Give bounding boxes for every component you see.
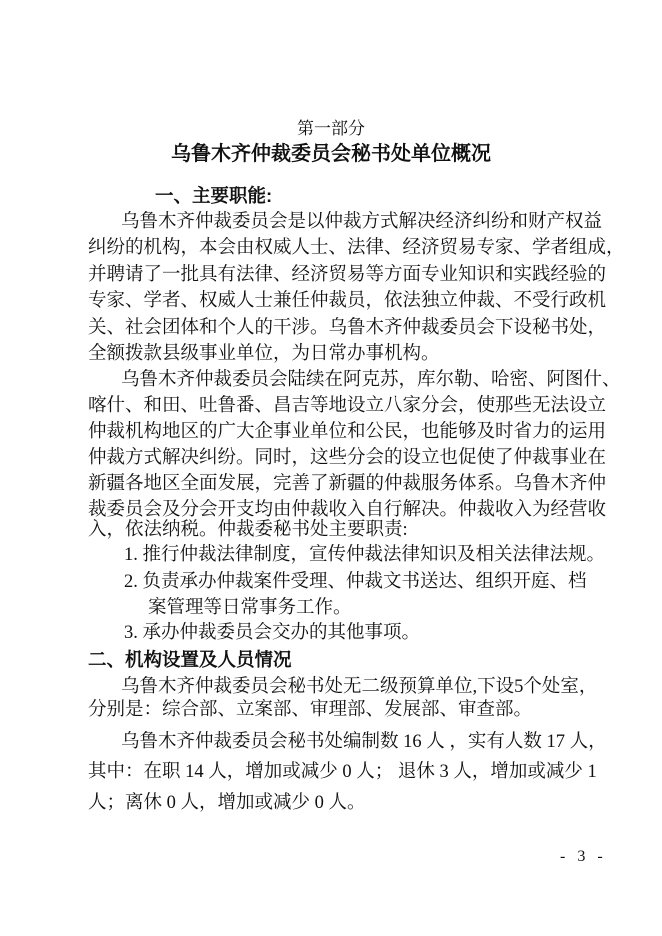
text-line: 全额拨款县级事业单位，为日常办事机构。 <box>88 344 440 364</box>
text-line: 新疆各地区全面发展，完善了新疆的仲裁服务体系。乌鲁木齐仲 <box>88 474 607 494</box>
page-number: - 3 - <box>560 848 607 865</box>
list-item: 1. 推行仲裁法律制度，宣传仲裁法律知识及相关法律法规。 <box>124 545 606 565</box>
part-label: 第一部分 <box>297 119 365 138</box>
list-item-continued: 案管理等日常事务工作。 <box>148 598 352 618</box>
text-line: 纠纷的机构，本会由权威人士、法律、经济贸易专家、学者组成， <box>88 238 625 258</box>
text-line: 关、社会团体和个人的干涉。乌鲁木齐仲裁委员会下设秘书处， <box>88 318 607 338</box>
text-line: 仲裁机构地区的广大企事业单位和公民，也能够及时省力的运用 <box>88 422 607 442</box>
text-line: 乌鲁木齐仲裁委员会秘书处无二级预算单位,下设5个处室， <box>121 677 598 697</box>
text-line: 其中：在职 14 人，增加或减少 0 人； 退休 3 人，增加或减少 1 <box>88 762 597 782</box>
text-line: 并聘请了一批具有法律、经济贸易等方面专业知识和实践经验的 <box>88 265 607 285</box>
section1-heading: 一、主要职能: <box>155 185 273 206</box>
text-line: 乌鲁木齐仲裁委员会是以仲裁方式解决经济纠纷和财产权益 <box>121 212 603 232</box>
text-line: 乌鲁木齐仲裁委员会陆续在阿克苏，库尔勒、哈密、阿图什、 <box>121 370 621 390</box>
text-line: 入，依法纳税。仲裁委秘书处主要职责: <box>88 520 408 540</box>
text-line: 分别是：综合部、立案部、审理部、发展部、审查部。 <box>88 700 533 720</box>
list-item: 3. 承办仲裁委员会交办的其他事项。 <box>124 623 421 643</box>
list-item: 2. 负责承办仲裁案件受理、仲裁文书送达、组织开庭、档 <box>124 572 587 592</box>
text-line: 人；离休 0 人，增加或减少 0 人。 <box>88 793 366 813</box>
text-line: 专家、学者、权威人士兼任仲裁员，依法独立仲裁、不受行政机 <box>88 291 607 311</box>
text-line: 仲裁方式解决纠纷。同时，这些分会的设立也促使了仲裁事业在 <box>88 448 607 468</box>
page-title: 乌鲁木齐仲裁委员会秘书处单位概况 <box>171 143 491 165</box>
text-line: 喀什、和田、吐鲁番、昌吉等地设立八家分会，使那些无法设立 <box>88 396 607 416</box>
section2-heading: 二、机构设置及人员情况 <box>88 649 292 670</box>
text-line: 裁委员会及分会开支均由仲裁收入自行解决。仲裁收入为经营收 <box>88 500 607 520</box>
text-line: 乌鲁木齐仲裁委员会秘书处编制数 16 人 ，实有人数 17 人， <box>121 732 607 752</box>
